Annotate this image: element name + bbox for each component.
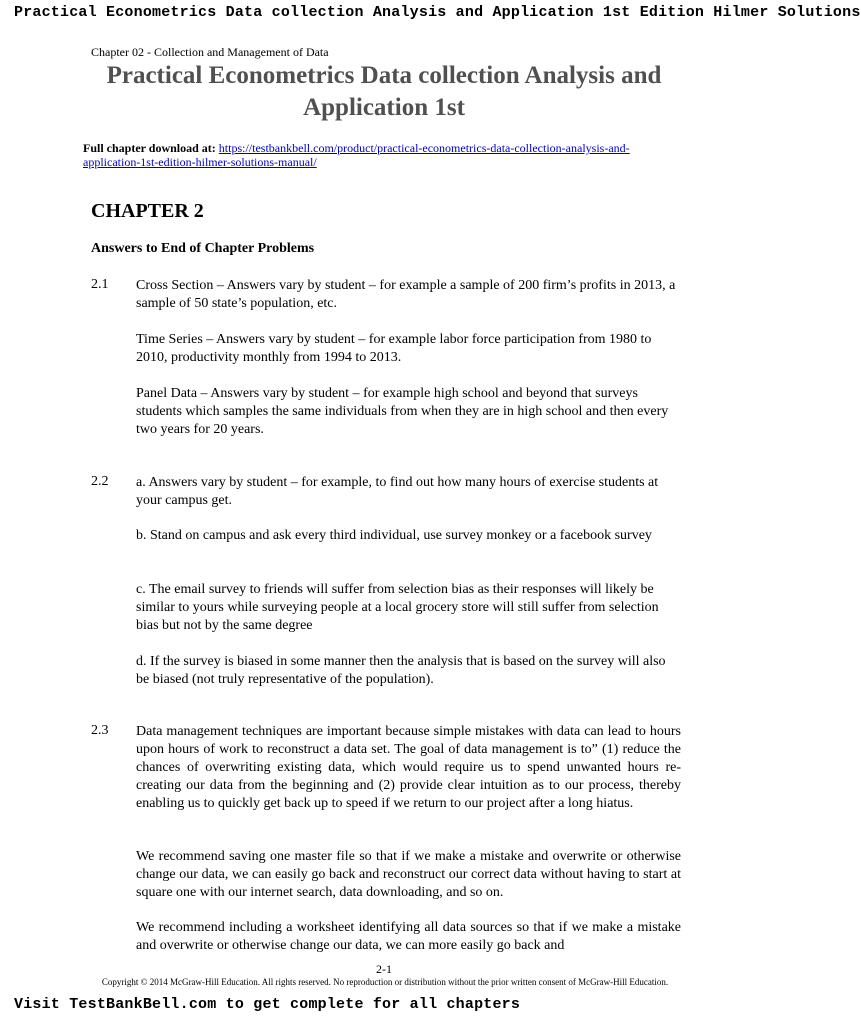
answer-2-2-c: c. The email survey to friends will suffer from selection bias as their responses will likely be similar to yours while surveying people at a local grocery store will still suffer from selection bias but not by the same degree: [136, 582, 659, 633]
answer-2-2-a: a. Answers vary by student – for example, to find out how many hours of exercise students at your campus get.: [136, 475, 659, 508]
document-title: [83, 60, 685, 124]
answer-2-1-cross-section: Cross Section – Answers vary by student – for example a sample of 200 firm’s profits in 2013, a sample of 50 state’s population, etc.: [136, 278, 676, 311]
title-line-1: Practical Econometrics Data collection Analysis and: [106, 62, 662, 89]
section-subheading: Answers to End of Chapter Problems: [91, 241, 315, 256]
answer-2-3-master-file: We recommend saving one master file so that if we make a mistake and overwrite or otherwise change our data, we can easily go back and reconstruct our correct data without having to start at square one with our internet search, data downloading, and so on.: [136, 849, 681, 900]
answer-2-3-intro: Data management techniques are important because simple mistakes with data can lead to hours upon hours of work to reconstruct a data set. The goal of data management is to” (1) reduce the chances of overwriting existing data, which would require us to spend unwanted hours re-creating our data from the beginning and (2) provide clear intuition as to our process, thereby enabling us to quickly get back up to speed if we return to our project after a long hiatus.: [136, 724, 681, 811]
bottom-banner: Visit TestBankBell.com to get complete for all chapters: [14, 996, 521, 1013]
download-label: Full chapter download at:: [83, 141, 216, 155]
copyright-notice: Copyright © 2014 McGraw-Hill Education. All rights reserved. No reproduction or distribution without the prior written consent of McGraw-Hill Education.: [101, 977, 669, 987]
answer-2-2-b: b. Stand on campus and ask every third individual, use survey monkey or a facebook survey: [136, 528, 652, 543]
answer-2-3-worksheet: We recommend including a worksheet identifying all data sources so that if we make a mistake and overwrite or otherwise change our data, we can more easily go back and: [136, 920, 681, 953]
download-link[interactable]: https://testbankbell.com/product/practical-econometrics-data-collection-analysis-and-application-1st-edition-hilmer-solutions-manual/: [83, 141, 630, 169]
title-line-2: Application 1st: [303, 94, 465, 121]
answer-2-1-time-series: Time Series – Answers vary by student – for example labor force participation from 1980 to 2010, productivity monthly from 1994 to 2013.: [136, 332, 652, 365]
problem-number-2-3: 2.3: [91, 723, 109, 738]
running-header: Chapter 02 - Collection and Management of Data: [91, 45, 329, 59]
page-number: 2-1: [376, 962, 392, 976]
problem-number-2-2: 2.2: [91, 474, 109, 489]
top-banner: Practical Econometrics Data collection Analysis and Application 1st Edition Hilmer Solutions: [14, 4, 861, 21]
answer-2-1-panel-data: Panel Data – Answers vary by student – for example high school and beyond that surveys students which samples the same individuals from when they are in high school and then every two years for 20 years.: [136, 386, 669, 437]
download-notice: [83, 141, 683, 169]
chapter-heading: CHAPTER 2: [91, 200, 204, 222]
answer-2-2-d: d. If the survey is biased in some manner then the analysis that is based on the survey will also be biased (not truly representative of the population).: [136, 654, 666, 687]
problem-number-2-1: 2.1: [91, 277, 109, 292]
